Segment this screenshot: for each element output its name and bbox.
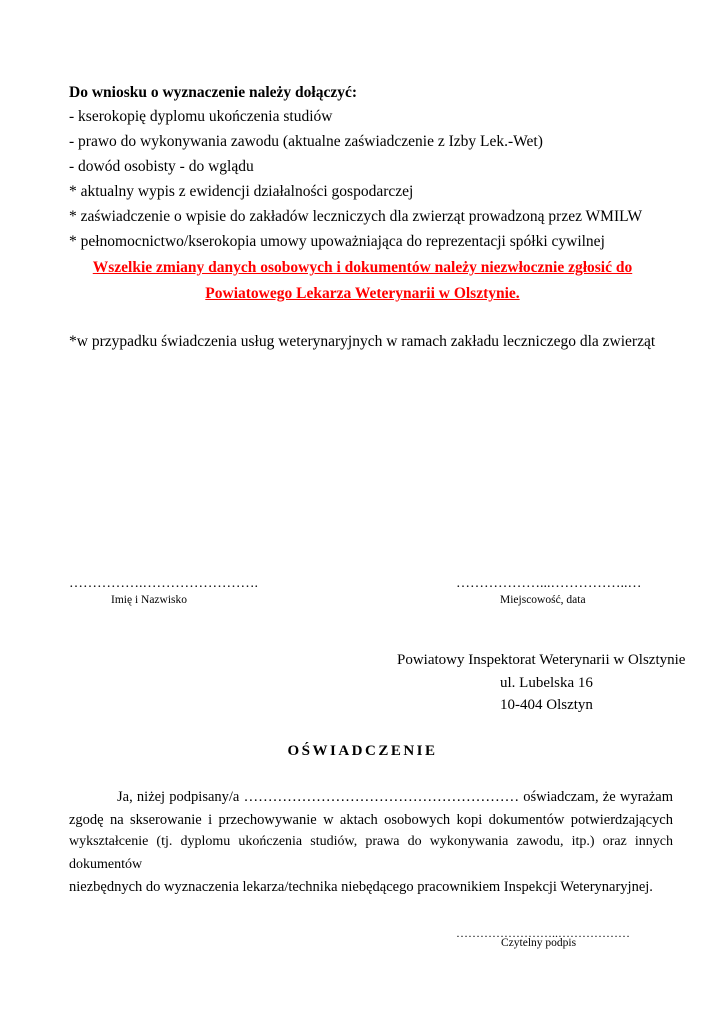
name-label: Imię i Nazwisko [111,594,188,606]
signature-label: Czytelny podpis [501,937,577,949]
declaration-line: niezbędnych do wyznaczenia lekarza/technika niebędącego pracownikiem Inspekcji Weterynaryjnej. [69,879,653,895]
name-signature-line: …………….……………………. [69,576,258,591]
address-line-2: ul. Lubelska 16 [500,675,593,691]
signature-dots: ……………………..……………… [456,926,630,940]
attachment-item: * zaświadczenie o wpisie do zakładów leczniczych dla zwierząt prowadzoną przez WMILW [69,208,643,225]
attachments-heading: Do wniosku o wyznaczenie należy dołączyć: [69,84,358,101]
attachment-item: - dowód osobisty - do wglądu [69,158,254,175]
place-date-signature-line: ………………...……………..… [456,576,642,591]
attachment-item: - kserokopię dyplomu ukończenia studiów [69,108,333,125]
declaration-line: wykształcenie (tj. dyplomu ukończenia studiów, prawa do wykonywania zawodu, itp.) oraz innych dokumentów [69,834,673,872]
declaration-line: Ja, niżej podpisany/a ………………………………………………… oświadczam, że wyrażam [117,789,673,805]
attachment-item: * aktualny wypis z ewidencji działalności gospodarczej [69,183,414,200]
declaration-title: OŚWIADCZENIE [287,743,438,759]
footnote: *w przypadku świadczenia usług weterynaryjnych w ramach zakładu leczniczego dla zwierząt [69,333,656,350]
attachment-item: - prawo do wykonywania zawodu (aktualne zaświadczenie z Izby Lek.-Wet) [69,133,543,150]
declaration-paragraph [69,786,673,899]
address-line-1: Powiatowy Inspektorat Weterynarii w Olsztynie [397,652,686,668]
warning-line-2: Powiatowego Lekarza Weterynarii w Olsztynie. [205,285,520,302]
address-line-3: 10-404 Olsztyn [500,697,593,713]
attachment-item: * pełnomocnictwo/kserokopia umowy upoważniająca do reprezentacji spółki cywilnej [69,233,605,250]
place-date-label: Miejscowość, data [500,594,586,606]
warning-line-1: Wszelkie zmiany danych osobowych i dokumentów należy niezwłocznie zgłosić do [92,259,633,276]
declaration-line: zgodę na skserowanie i przechowywanie w aktach osobowych kopi dokumentów potwierdzających [69,811,673,828]
